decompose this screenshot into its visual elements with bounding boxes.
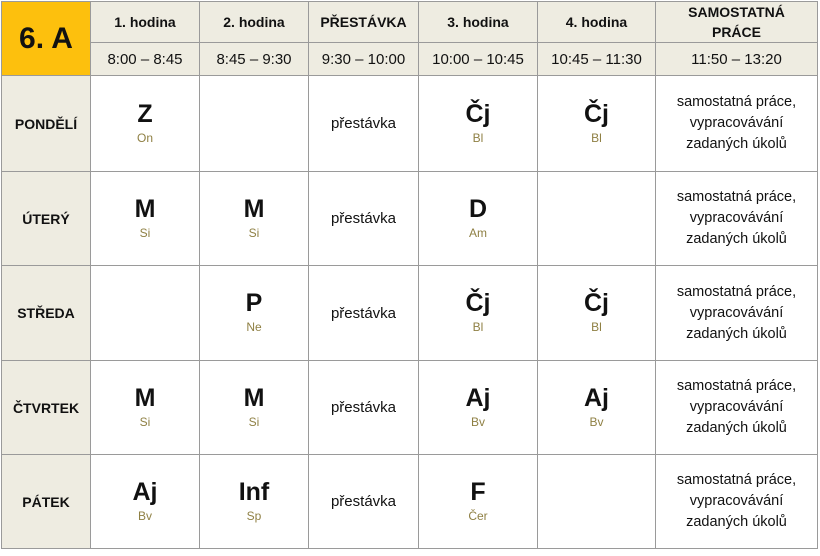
teacher-label: Si [248,225,260,240]
column-time-1: 8:00 – 8:45 [91,43,200,76]
subject-label: M [134,194,156,223]
independent-work-line: samostatná práce, [676,283,797,300]
teacher-label: Bv [137,508,152,523]
lesson-cell [419,266,538,361]
break-cell: přestávka [309,361,419,455]
lesson-cell [419,172,538,266]
teacher-label: Am [469,225,487,240]
lesson-cell [91,76,200,172]
teacher-label: Si [139,225,151,240]
independent-work-line: vypracovávání [689,210,784,226]
column-time-2: 8:45 – 9:30 [200,43,309,76]
column-time-independent-work: 11:50 – 13:20 [656,43,818,76]
independent-work-line: samostatná práce, [676,378,797,394]
teacher-label: Si [139,414,151,429]
lesson-cell [91,455,200,549]
lesson-cell [91,172,200,266]
column-header-break: PŘESTÁVKA [309,2,419,43]
column-time-3: 10:00 – 10:45 [419,43,538,76]
lesson-cell [538,172,656,266]
subject-label: Čj [465,99,491,128]
subject-label: Z [137,99,153,128]
teacher-label: Si [248,414,260,429]
column-time-break: 9:30 – 10:00 [309,43,419,76]
lesson-cell [538,361,656,455]
lesson-cell [419,361,538,455]
lesson-cell [538,266,656,361]
lesson-cell [91,266,200,361]
subject-label: Aj [465,383,491,412]
subject-label: M [243,194,265,223]
teacher-label: Bl [591,130,602,145]
column-header-2: 2. hodina [200,2,309,43]
column-header-3: 3. hodina [419,2,538,43]
column-header-1: 1. hodina [91,2,200,43]
day-label-thursday: ČTVRTEK [2,361,91,455]
column-header-independent-line2: PRÁCE [711,24,761,40]
break-cell: přestávka [309,172,419,266]
independent-work-line: zadaných úkolů [686,136,787,152]
table-row [2,361,818,455]
column-header-independent-work [656,2,818,43]
lesson-cell [200,172,309,266]
lesson-cell [200,455,309,549]
subject-label: Čj [465,289,491,317]
lesson-cell [538,455,656,549]
teacher-label: Bl [472,320,484,334]
independent-work-cell [656,172,818,266]
independent-work-line: vypracovávání [689,493,784,509]
independent-work-line: zadaných úkolů [686,420,787,436]
lesson-cell [538,76,656,172]
lesson-cell [419,76,538,172]
independent-work-line: samostatná práce, [676,94,797,110]
subject-label: F [470,477,486,506]
table-row [2,172,818,266]
independent-work-cell [656,361,818,455]
independent-work-cell [656,266,818,361]
column-header-independent-line1: SAMOSTATNÁ [688,4,785,20]
subject-label: Inf [238,477,270,506]
independent-work-cell [656,76,818,172]
day-label-wednesday: STŘEDA [2,266,91,361]
independent-work-cell [656,455,818,549]
day-label-friday: PÁTEK [2,455,91,549]
independent-work-line: samostatná práce, [676,472,797,488]
break-cell: přestávka [309,455,419,549]
teacher-label: Ne [246,320,262,334]
lesson-cell [200,76,309,172]
subject-label: P [245,289,263,317]
lesson-cell [419,455,538,549]
table-row [2,455,818,549]
subject-label: D [468,194,488,223]
break-cell: přestávka [309,266,419,361]
independent-work-line: samostatná práce, [676,189,797,205]
table-row [2,266,818,361]
lesson-cell [200,266,309,361]
day-label-monday: PONDĚLÍ [2,76,91,172]
subject-label: M [243,383,265,412]
subject-label: Aj [132,477,158,506]
column-time-4: 10:45 – 11:30 [538,43,656,76]
timetable [1,1,818,549]
break-cell: přestávka [309,76,419,172]
class-label: 6. A [2,2,91,76]
teacher-label: Sp [246,508,262,523]
independent-work-line: zadaných úkolů [686,325,787,342]
teacher-label: On [136,130,153,145]
teacher-label: Bv [589,414,604,429]
subject-label: Čj [584,289,609,317]
lesson-cell [200,361,309,455]
independent-work-line: vypracovávání [689,115,784,131]
subject-label: Čj [584,99,609,128]
teacher-label: Čer [468,508,488,523]
independent-work-line: vypracovávání [689,304,784,321]
column-header-4: 4. hodina [538,2,656,43]
subject-label: Aj [584,383,609,412]
teacher-label: Bl [472,130,484,145]
subject-label: M [134,383,156,412]
independent-work-line: vypracovávání [689,399,784,415]
independent-work-line: zadaných úkolů [686,514,787,530]
day-label-tuesday: ÚTERÝ [2,172,91,266]
lesson-cell [91,361,200,455]
teacher-label: Bl [591,320,602,334]
independent-work-line: zadaných úkolů [686,231,787,247]
table-row [2,76,818,172]
teacher-label: Bv [470,414,485,429]
